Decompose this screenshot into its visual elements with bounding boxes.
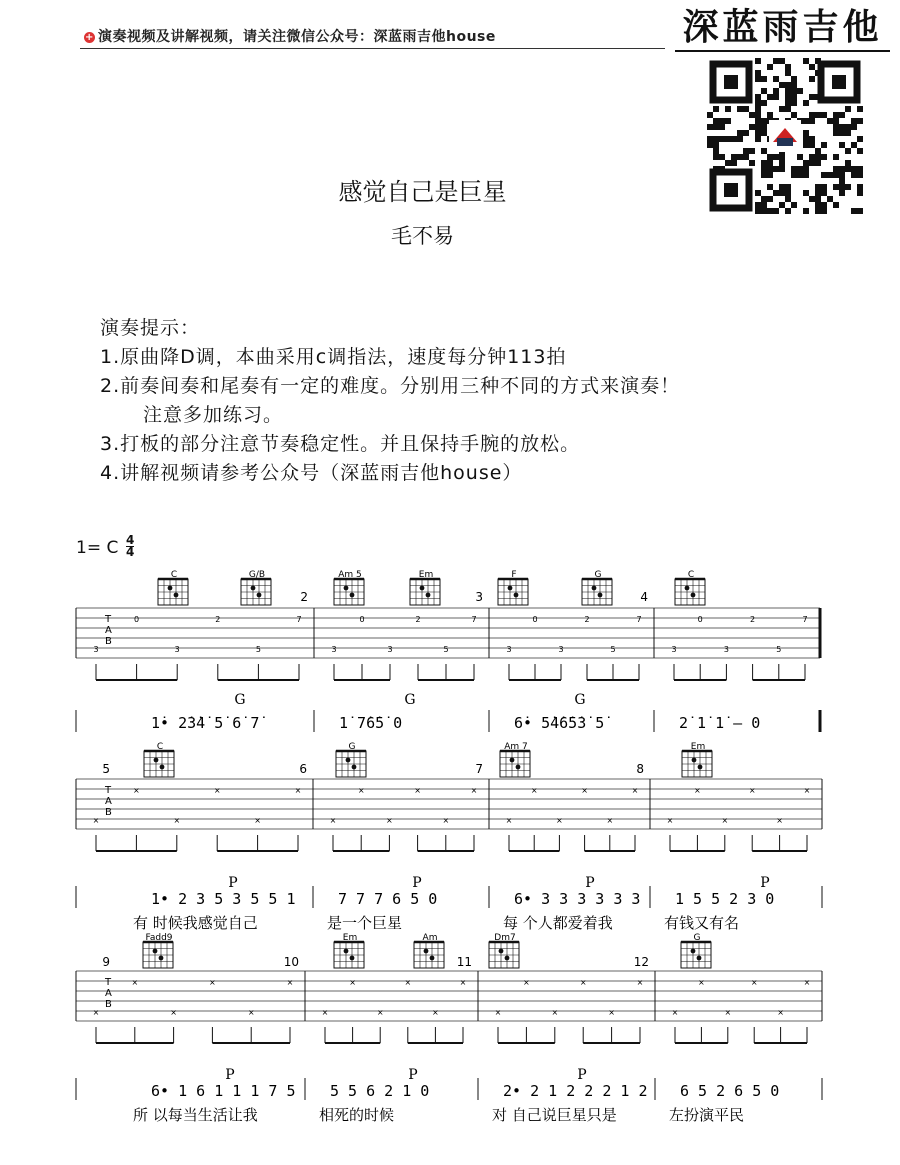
tab-note: 0 bbox=[697, 615, 703, 624]
numbered-notation: 2• 2 1 2 2 2 1 2 bbox=[503, 1082, 648, 1100]
tab-note: 2 bbox=[415, 615, 421, 624]
tab-note: × bbox=[470, 786, 478, 795]
tab-note: × bbox=[414, 786, 421, 795]
lyric-line: 相死的时候 bbox=[319, 1106, 395, 1124]
tab-clef: B bbox=[105, 807, 112, 818]
tab-note: 5 bbox=[610, 645, 616, 654]
tab-note: 2 bbox=[584, 615, 590, 624]
numbered-notation: 1 5 5 2 3 0 bbox=[675, 890, 775, 908]
header-notice-text: 演奏视频及讲解视频，请关注微信公众号：深蓝雨吉他house bbox=[98, 29, 496, 45]
tab-note: × bbox=[131, 978, 139, 987]
tab-note: 3 bbox=[387, 645, 393, 654]
numbered-notation: 6̇• 5̇4̇6̇5̇3̇ 5̇ bbox=[514, 714, 605, 732]
tab-note: × bbox=[581, 786, 588, 795]
lyric-line: 对 自己说巨星只是 bbox=[492, 1106, 617, 1124]
chord-mark: P bbox=[760, 875, 770, 891]
chord-name: Em bbox=[342, 933, 358, 943]
tab-note: × bbox=[777, 1008, 784, 1017]
tab-note: × bbox=[721, 816, 729, 825]
tab-note: × bbox=[724, 1008, 732, 1017]
chord-dot bbox=[344, 586, 349, 591]
tab-note: 3 bbox=[331, 645, 337, 654]
tab-note: 0 bbox=[532, 615, 538, 624]
chord-dot bbox=[350, 593, 355, 598]
chord-name: G/B bbox=[248, 570, 266, 580]
lyric-line: 所 以每当生活让我 bbox=[133, 1106, 258, 1124]
chord-name: Am 7 bbox=[504, 742, 528, 752]
tab-note: × bbox=[386, 816, 393, 825]
chord-name: Fadd9 bbox=[145, 933, 173, 943]
measure-number: 11 bbox=[456, 955, 472, 969]
tab-clef: B bbox=[105, 999, 112, 1010]
tab-note: × bbox=[321, 1008, 329, 1017]
tab-note: × bbox=[776, 816, 783, 825]
measure-number: 10 bbox=[283, 955, 299, 969]
tips-heading: 演奏提示： bbox=[100, 317, 201, 339]
tab-note: 0 bbox=[134, 615, 140, 624]
tab-clef: T bbox=[105, 785, 112, 796]
time-unit: 4 bbox=[126, 545, 135, 559]
chord-dot bbox=[168, 586, 173, 591]
measure-number: 6 bbox=[299, 762, 307, 776]
chord-dot bbox=[424, 949, 429, 954]
chord-dot bbox=[346, 758, 351, 763]
chord-dot bbox=[174, 593, 179, 598]
tab-note: × bbox=[671, 1008, 679, 1017]
tab-note: 5 bbox=[443, 645, 449, 654]
chord-dot bbox=[508, 586, 513, 591]
chord-dot bbox=[154, 758, 159, 763]
tab-note: × bbox=[442, 816, 450, 825]
numbered-notation: 1• 2 3 5 3 5 5 1 bbox=[151, 890, 296, 908]
tab-note: × bbox=[294, 786, 302, 795]
tab-note: × bbox=[357, 786, 365, 795]
tab-note: × bbox=[750, 978, 758, 987]
tab-note: × bbox=[247, 1008, 255, 1017]
tab-note: × bbox=[606, 816, 614, 825]
lyric-line: 左扮演平民 bbox=[669, 1106, 745, 1124]
tip-4: 4.讲解视频请参考公众号（深蓝雨吉他house） bbox=[100, 462, 523, 484]
numbered-notation: 6• 3 3 3 3 3 3 bbox=[514, 890, 641, 908]
tab-note: × bbox=[432, 1008, 439, 1017]
chord-mark: P bbox=[228, 875, 238, 891]
chord-dot bbox=[352, 765, 357, 770]
measure-number: 4 bbox=[640, 590, 648, 604]
chord-mark: G bbox=[574, 692, 586, 708]
tab-clef: T bbox=[105, 614, 112, 625]
lyric-line: 有 时候我感觉自己 bbox=[133, 914, 258, 932]
tab-note: × bbox=[376, 1008, 384, 1017]
tab-note: × bbox=[666, 816, 674, 825]
chord-dot bbox=[160, 765, 165, 770]
tab-note: 7 bbox=[296, 615, 302, 624]
chord-dot bbox=[514, 593, 519, 598]
numbered-notation: 7 7 7 6 5 0 bbox=[338, 890, 438, 908]
chord-name: Dm7 bbox=[494, 933, 516, 943]
tab-note: × bbox=[173, 816, 181, 825]
chord-name: C bbox=[156, 742, 164, 752]
tab-note: × bbox=[286, 978, 294, 987]
tab-note: × bbox=[694, 786, 701, 795]
chord-dot bbox=[153, 949, 158, 954]
chord-dot bbox=[692, 758, 697, 763]
tab-note: × bbox=[459, 978, 467, 987]
numbered-notation: 6 5 2 6 5 0 bbox=[680, 1082, 780, 1100]
measure-number: 5 bbox=[102, 762, 110, 776]
tab-note: × bbox=[213, 786, 221, 795]
lyric-line: 是一个巨星 bbox=[327, 914, 403, 932]
tab-clef: A bbox=[105, 796, 112, 807]
measure-number: 9 bbox=[102, 955, 110, 969]
chord-mark: G bbox=[404, 692, 416, 708]
tab-note: 7 bbox=[802, 615, 808, 624]
chord-mark: P bbox=[408, 1067, 418, 1083]
tab-note: × bbox=[92, 1008, 100, 1017]
tip-2-continued: 注意多加练习。 bbox=[143, 404, 284, 426]
numbered-notation: 1̇ 7̇6̇5̇ 0 bbox=[339, 714, 403, 732]
tab-note: 0 bbox=[359, 615, 365, 624]
song-title: 感觉自己是巨星 bbox=[338, 178, 507, 206]
chord-dot bbox=[505, 956, 510, 961]
chord-dot bbox=[420, 586, 425, 591]
numbered-notation: 6• 1 6 1 1 1 7 5 bbox=[151, 1082, 296, 1100]
tip-1: 1.原曲降D调，本曲采用c调指法，速度每分钟113拍 bbox=[100, 346, 567, 368]
key-signature: 1= C bbox=[76, 538, 119, 558]
chord-name: Em bbox=[418, 570, 434, 580]
chord-name: C bbox=[170, 570, 178, 580]
tab-note: 3 bbox=[174, 645, 180, 654]
chord-name: Am bbox=[422, 933, 438, 943]
chord-mark: P bbox=[577, 1067, 587, 1083]
chord-mark: P bbox=[225, 1067, 235, 1083]
chord-dot bbox=[430, 956, 435, 961]
tab-note: × bbox=[133, 786, 140, 795]
lyric-line: 有钱又有名 bbox=[664, 914, 740, 932]
measure-number: 3 bbox=[475, 590, 483, 604]
tip-3: 3.打板的部分注意节奏稳定性。并且保持手腕的放松。 bbox=[100, 433, 581, 455]
tab-note: × bbox=[349, 978, 356, 987]
tab-note: × bbox=[92, 816, 100, 825]
song-artist: 毛不易 bbox=[391, 224, 454, 248]
chord-dot bbox=[510, 758, 515, 763]
tab-note: × bbox=[523, 978, 530, 987]
measure-number: 12 bbox=[633, 955, 649, 969]
tab-note: × bbox=[803, 978, 811, 987]
tab-note: 3 bbox=[671, 645, 677, 654]
tab-note: × bbox=[636, 978, 644, 987]
chord-name: F bbox=[511, 570, 517, 580]
tab-note: 3 bbox=[506, 645, 512, 654]
chord-dot bbox=[516, 765, 521, 770]
measure-number: 7 bbox=[475, 762, 483, 776]
chord-dot bbox=[499, 949, 504, 954]
chord-dot bbox=[691, 949, 696, 954]
chord-name: G bbox=[594, 570, 602, 580]
tab-note: 7 bbox=[636, 615, 642, 624]
tab-clef: B bbox=[105, 636, 112, 647]
tab-note: 5 bbox=[255, 645, 261, 654]
chord-name: Am 5 bbox=[338, 570, 362, 580]
measure-number: 2 bbox=[300, 590, 308, 604]
tab-note: × bbox=[404, 978, 412, 987]
numbered-notation: 1̇• 2̇3̇4̇ 5̇ 6̇ 7̇ bbox=[151, 714, 260, 732]
tab-note: 3 bbox=[723, 645, 729, 654]
chord-name: C bbox=[687, 570, 695, 580]
tab-note: × bbox=[505, 816, 513, 825]
tab-note: 2 bbox=[750, 615, 756, 624]
chord-dot bbox=[592, 586, 597, 591]
measure-number: 8 bbox=[636, 762, 644, 776]
chord-name: G bbox=[348, 742, 356, 752]
tab-note: 5 bbox=[776, 645, 782, 654]
tab-note: × bbox=[494, 1008, 502, 1017]
tab-note: 7 bbox=[471, 615, 477, 624]
tab-note: × bbox=[329, 816, 337, 825]
tab-note: × bbox=[579, 978, 587, 987]
time-beats: 4 bbox=[126, 533, 135, 547]
chord-dot bbox=[251, 586, 256, 591]
tab-note: 2 bbox=[215, 615, 221, 624]
chord-dot bbox=[697, 956, 702, 961]
chord-dot bbox=[159, 956, 164, 961]
chord-dot bbox=[685, 586, 690, 591]
chord-mark: G bbox=[234, 692, 246, 708]
tab-note: 3 bbox=[93, 645, 99, 654]
tab-clef: T bbox=[105, 977, 112, 988]
tab-note: × bbox=[608, 1008, 615, 1017]
tab-note: × bbox=[631, 786, 639, 795]
chord-name: G bbox=[693, 933, 701, 943]
tab-note: × bbox=[170, 1008, 177, 1017]
tab-note: × bbox=[530, 786, 538, 795]
tab-note: × bbox=[551, 1008, 559, 1017]
chord-dot bbox=[257, 593, 262, 598]
chord-name: Em bbox=[690, 742, 706, 752]
lyric-line: 每 个人都爱着我 bbox=[503, 914, 613, 932]
tab-note: × bbox=[748, 786, 756, 795]
tip-2: 2.前奏间奏和尾奏有一定的难度。分别用三种不同的方式来演奏！ bbox=[100, 375, 681, 397]
tab-note: × bbox=[803, 786, 811, 795]
chord-dot bbox=[426, 593, 431, 598]
chord-dot bbox=[698, 765, 703, 770]
chord-dot bbox=[691, 593, 696, 598]
tab-note: × bbox=[254, 816, 261, 825]
tab-clef: A bbox=[105, 988, 112, 999]
chord-dot bbox=[350, 956, 355, 961]
tab-note: × bbox=[556, 816, 563, 825]
tab-note: × bbox=[209, 978, 216, 987]
numbered-notation: 2̇ 1̇ 1̇ – 0 bbox=[679, 714, 761, 732]
chord-mark: P bbox=[412, 875, 422, 891]
chord-dot bbox=[598, 593, 603, 598]
tab-note: 3 bbox=[558, 645, 564, 654]
chord-mark: P bbox=[585, 875, 595, 891]
tab-note: × bbox=[698, 978, 705, 987]
chord-dot bbox=[344, 949, 349, 954]
brand-logo: 深蓝雨吉他 bbox=[675, 4, 890, 52]
tab-clef: A bbox=[105, 625, 112, 636]
info-icon: + bbox=[85, 32, 94, 43]
numbered-notation: 5 5 6 2 1 0 bbox=[330, 1082, 430, 1100]
